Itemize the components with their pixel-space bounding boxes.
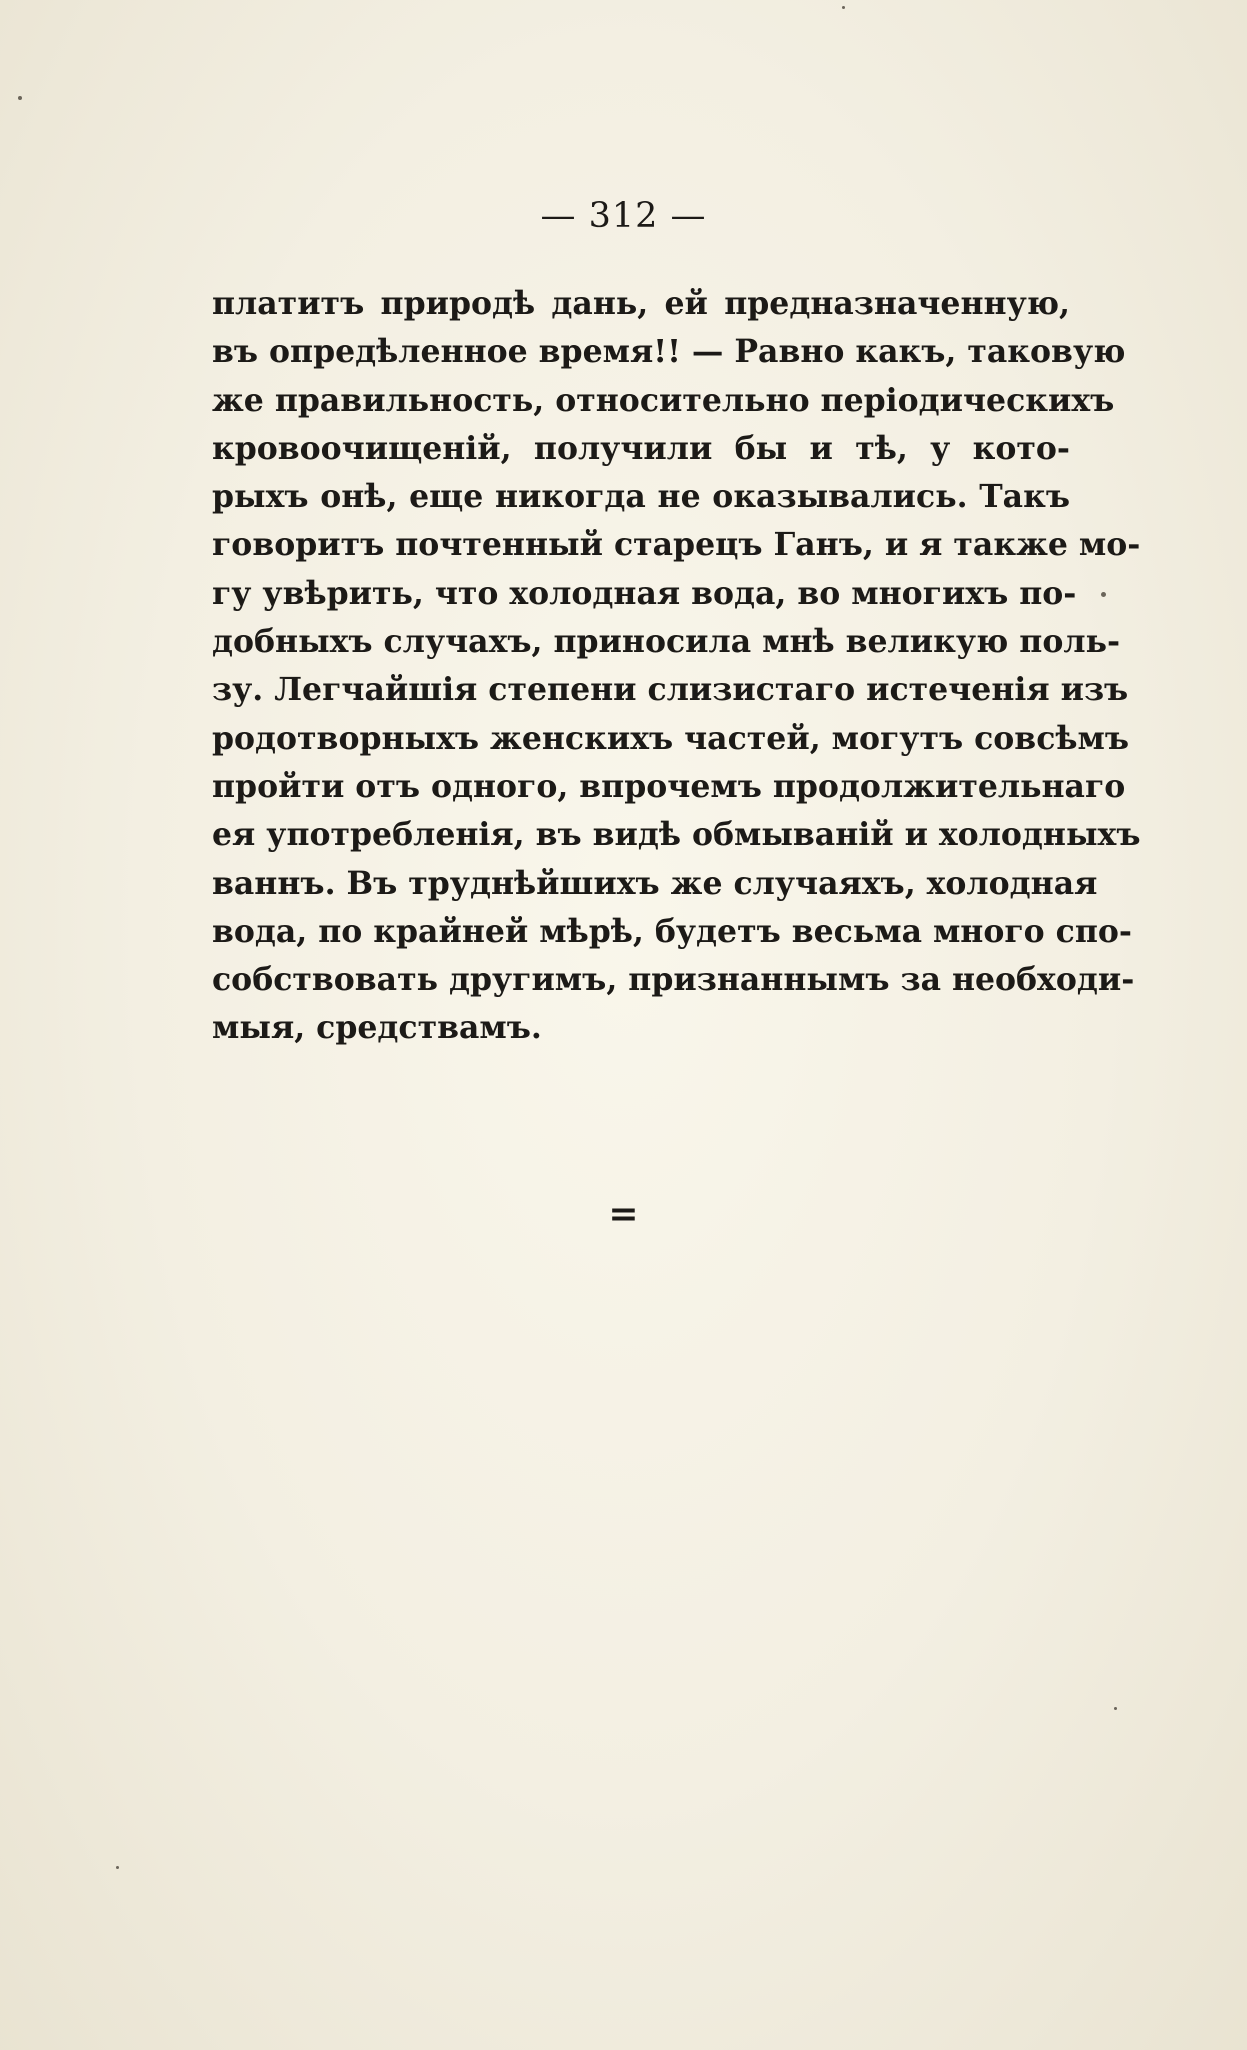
text-line: ея употребленія, въ видѣ обмываній и холодныхъ — [212, 816, 1141, 854]
text-line: же правильность, относительно періодическихъ — [212, 381, 1115, 419]
page-number: — 312 — — [540, 196, 707, 236]
paper-speck — [842, 6, 845, 9]
text-line: ваннъ. Въ труднѣйшихъ же случаяхъ, холодная — [212, 864, 1098, 902]
body-text — [212, 280, 1141, 1053]
text-line: кровоочищеній, получили бы и тѣ, у кото- — [212, 429, 1070, 467]
paper-speck — [1114, 1707, 1117, 1710]
paper-speck — [116, 1866, 119, 1869]
text-line: говоритъ почтенный старецъ Ганъ, и я также мо- — [212, 526, 1141, 564]
paper-speck — [18, 96, 22, 100]
text-line: рыхъ онѣ, еще никогда не оказывались. Такъ — [212, 478, 1070, 516]
paper-speck — [1101, 592, 1106, 597]
text-line-last: мыя, средствамъ. — [212, 1009, 542, 1047]
text-line: гу увѣрить, что холодная вода, во многихъ по- — [212, 574, 1077, 612]
text-line: въ опредѣленное время!! — Равно какъ, таковую — [212, 333, 1126, 371]
text-line: пройти отъ одного, впрочемъ продолжительнаго — [212, 767, 1126, 805]
text-line: зу. Легчайшія степени слизистаго истеченія изъ — [212, 671, 1129, 709]
text-line: родотворныхъ женскихъ частей, могутъ совсѣмъ — [212, 719, 1130, 757]
text-line: вода, по крайней мѣрѣ, будетъ весьма много спо- — [212, 912, 1132, 950]
text-line: собствовать другимъ, признаннымъ за необходи- — [212, 961, 1135, 999]
end-mark: = — [608, 1193, 639, 1235]
text-line: платитъ природѣ дань, ей предназначенную, — [212, 285, 1070, 322]
text-line: добныхъ случахъ, приносила мнѣ великую поль- — [212, 623, 1121, 661]
